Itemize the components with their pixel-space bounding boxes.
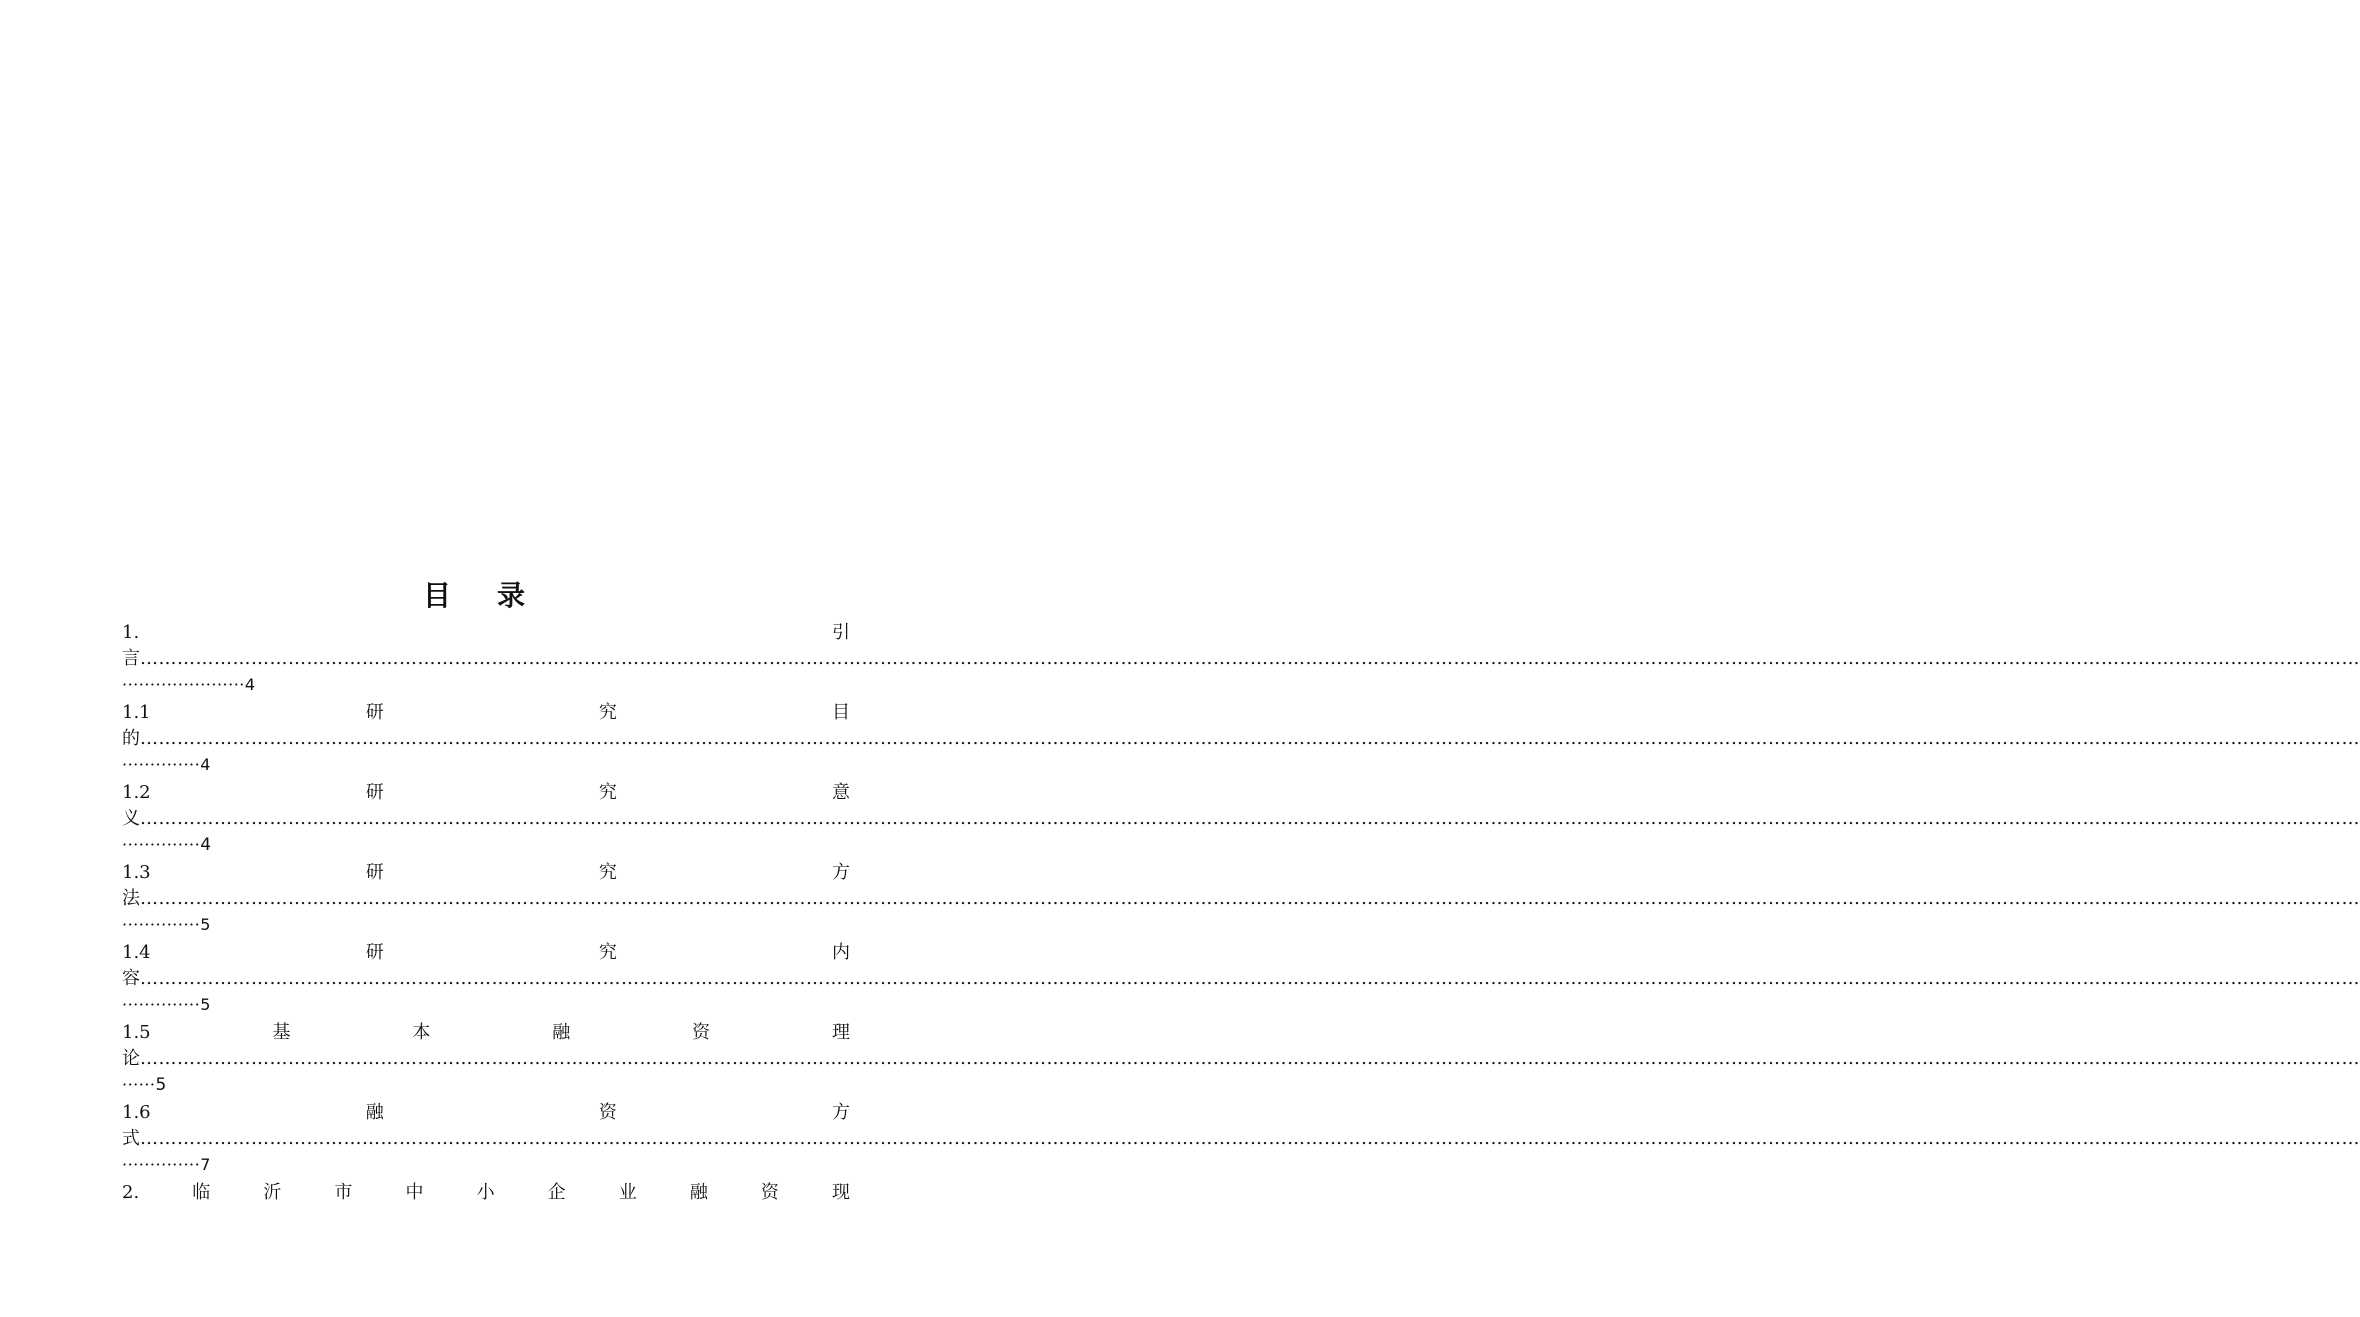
toc-entry-word: 方 <box>831 862 850 883</box>
toc-entry-word: 研 <box>365 862 384 883</box>
toc-entry-word: 方 <box>831 1102 850 1123</box>
toc-entry-page-number: 5 <box>155 1075 167 1095</box>
dot-leader: ……………………………………………………………………………………………………………………………………………………………………………………………………………………………………………………………………………………………………………………………… <box>140 1128 2360 1149</box>
dot-leader: ……………………………………………………………………………………………………………………………………………………………………………………………………………………………………………………………………………………………………………………………… <box>140 1048 2360 1069</box>
toc-entry-heading-line <box>122 1021 850 1045</box>
toc-entry-page-line <box>122 833 211 857</box>
toc-entry-word: 本 <box>412 1022 431 1043</box>
toc-entry-heading-line <box>122 701 850 725</box>
toc-entry-tail: 式 <box>122 1128 140 1149</box>
toc-entry-word: 理 <box>831 1022 850 1043</box>
toc-entry-word: 沂 <box>263 1182 282 1203</box>
toc-entry-word: 研 <box>365 702 384 723</box>
toc-entry[interactable] <box>122 939 2360 1019</box>
toc-entry-word: 融 <box>552 1022 571 1043</box>
toc-entry-number: 2. <box>122 1182 140 1203</box>
toc-entry-word: 融 <box>689 1182 708 1203</box>
toc-entry-leader-line <box>122 727 2360 751</box>
toc-title-right: 录 <box>497 579 528 612</box>
toc-entry-word: 目 <box>831 702 850 723</box>
toc-entry-tail: 言 <box>122 648 140 669</box>
dot-leader: ······ <box>122 1075 156 1094</box>
toc-entry-word: 资 <box>692 1022 711 1043</box>
toc-entry-heading-line <box>122 781 850 805</box>
toc-entry[interactable] <box>122 699 2360 779</box>
toc-entry[interactable] <box>122 619 2360 699</box>
toc-entry-page-number: 5 <box>200 995 211 1014</box>
dot-leader: ·············· <box>122 755 201 774</box>
toc-entry-word: 业 <box>618 1182 637 1203</box>
toc-entry[interactable] <box>122 779 2360 859</box>
toc-entry-page-line <box>122 753 210 777</box>
toc-entry-number: 1.5 <box>122 1022 151 1043</box>
dot-leader: ……………………………………………………………………………………………………………………………………………………………………………………………………………………………………………………………………………………………………………………………… <box>140 648 2360 669</box>
toc-entry-tail: 义 <box>122 808 140 829</box>
toc-entry-word: 研 <box>365 942 384 963</box>
toc-entry-word: 基 <box>272 1022 291 1043</box>
toc-entry-leader-line <box>122 967 2360 991</box>
toc-entry-page-number: 7 <box>200 1155 211 1174</box>
toc-entry-heading-line <box>122 621 850 645</box>
toc-entry-number: 1.3 <box>122 862 151 883</box>
toc-entry-word: 究 <box>598 782 617 803</box>
toc-entry-heading-line <box>122 941 850 965</box>
dot-leader: ……………………………………………………………………………………………………………………………………………………………………………………………………………………………………………………………………………………………………………………………… <box>140 728 2360 749</box>
toc-entry-number: 1. <box>122 622 140 643</box>
toc-entry-number: 1.6 <box>122 1102 151 1123</box>
toc-entry-page-number: 4 <box>200 755 211 774</box>
toc-entry-word: 现 <box>831 1182 850 1203</box>
toc-entry[interactable] <box>122 1099 2360 1179</box>
toc-entry-heading-line <box>122 1101 850 1125</box>
toc-entry-word: 临 <box>192 1182 211 1203</box>
toc-entry-word: 企 <box>547 1182 566 1203</box>
dot-leader: ·············· <box>122 995 201 1014</box>
toc-entry-tail: 的 <box>122 728 140 749</box>
toc-entry-tail: 论 <box>122 1048 140 1069</box>
toc-entry-page-number: 4 <box>244 675 256 694</box>
toc-entry-number: 1.4 <box>122 942 151 963</box>
toc-entry-word: 究 <box>598 702 617 723</box>
toc-entry-page-line <box>122 1153 210 1177</box>
toc-entry-page-number: 5 <box>200 915 211 934</box>
toc-entry-word: 究 <box>598 862 617 883</box>
toc-entry-word: 资 <box>760 1182 779 1203</box>
toc-entry-leader-line <box>122 1047 2360 1071</box>
toc-entry[interactable] <box>122 1019 2360 1099</box>
toc-entry[interactable] <box>122 859 2360 939</box>
table-of-contents <box>122 619 2360 1259</box>
toc-entry-leader-line <box>122 807 2360 831</box>
dot-leader: ·············· <box>122 835 201 854</box>
toc-entry-word: 小 <box>476 1182 495 1203</box>
dot-leader: ……………………………………………………………………………………………………………………………………………………………………………………………………………………………………………………………………………………………………………………………… <box>140 968 2360 989</box>
dot-leader: ……………………………………………………………………………………………………………………………………………………………………………………………………………………………………………………………………………………………………………………………… <box>140 808 2360 829</box>
toc-entry-tail: 容 <box>122 968 140 989</box>
toc-entry-leader-line <box>122 647 2360 671</box>
toc-title-left: 目 <box>422 579 453 612</box>
dot-leader: ·············· <box>122 915 201 934</box>
toc-title <box>0 574 950 614</box>
toc-entry-leader-line <box>122 887 2360 911</box>
dot-leader: ·············· <box>122 1155 201 1174</box>
toc-entry-page-line <box>122 913 210 937</box>
toc-entry-word: 中 <box>405 1182 424 1203</box>
toc-entry-number: 1.2 <box>122 782 151 803</box>
toc-entry-word: 研 <box>365 782 384 803</box>
toc-entry[interactable] <box>122 1179 850 1259</box>
toc-entry-word: 引 <box>832 622 850 643</box>
toc-entry-page-line <box>122 673 255 697</box>
toc-entry-word: 市 <box>334 1182 353 1203</box>
dot-leader: ……………………………………………………………………………………………………………………………………………………………………………………………………………………………………………………………………………………………………………………………… <box>140 888 2360 909</box>
toc-entry-leader-line <box>122 1127 2360 1151</box>
toc-entry-word: 融 <box>365 1102 384 1123</box>
toc-entry-word: 资 <box>598 1102 617 1123</box>
toc-entry-heading-line <box>122 861 850 885</box>
toc-entry-word: 究 <box>598 942 617 963</box>
toc-entry-page-line <box>122 993 210 1017</box>
dot-leader: ······················ <box>122 675 245 694</box>
toc-entry-page-line <box>122 1073 166 1097</box>
toc-entry-heading-line <box>122 1181 850 1205</box>
toc-entry-tail: 法 <box>122 888 140 909</box>
toc-entry-word: 意 <box>831 782 850 803</box>
toc-entry-page-number: 4 <box>200 835 212 855</box>
toc-entry-number: 1.1 <box>122 702 151 723</box>
toc-entry-word: 内 <box>831 942 850 963</box>
